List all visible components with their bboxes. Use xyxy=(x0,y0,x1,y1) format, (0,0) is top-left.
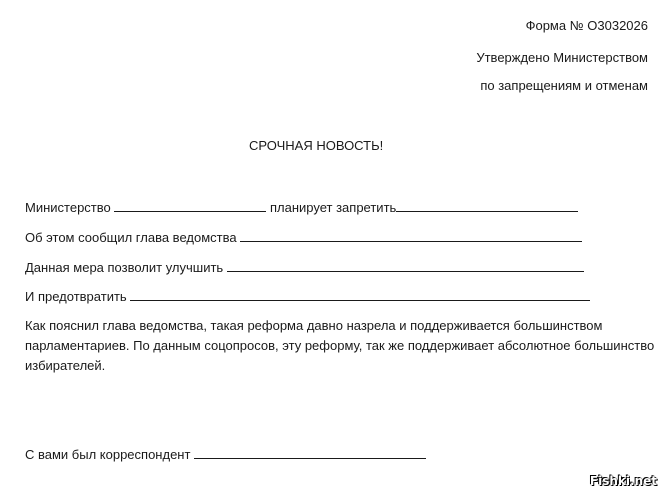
improve-blank xyxy=(227,259,584,272)
correspondent-label: С вами был корреспондент xyxy=(25,447,191,462)
correspondent-blank xyxy=(194,446,426,459)
improve-label: Данная мера позволит улучшить xyxy=(25,260,224,275)
form-line-head xyxy=(25,229,582,246)
prevent-label: И предотвратить xyxy=(25,289,127,304)
form-line-improve xyxy=(25,259,584,276)
watermark-logo: Fishki.net xyxy=(589,474,657,488)
head-reported-label: Об этом сообщил глава ведомства xyxy=(25,230,237,245)
prevent-blank xyxy=(130,288,590,301)
form-line-prevent xyxy=(25,288,590,305)
explanation-paragraph: Как пояснил глава ведомства, такая реформа давно назрела и поддерживается большинством парламентариев. По данным соцопросов, эту реформу, так же поддерживает абсолютное большинство избирателей. xyxy=(25,318,655,373)
signature-line xyxy=(25,446,426,463)
ministry-blank xyxy=(114,199,266,212)
form-number: Форма № О3032026 xyxy=(525,18,648,33)
ministry-label: Министерство xyxy=(25,200,111,215)
approved-line-2: по запрещениям и отменам xyxy=(480,78,648,93)
plans-to-ban-label: планирует запретить xyxy=(270,200,397,215)
form-line-ministry xyxy=(25,199,578,216)
approved-line-1: Утверждено Министерством xyxy=(476,50,648,65)
ban-blank xyxy=(396,199,578,212)
head-blank xyxy=(240,229,582,242)
page-title: СРОЧНАЯ НОВОСТЬ! xyxy=(249,138,384,153)
